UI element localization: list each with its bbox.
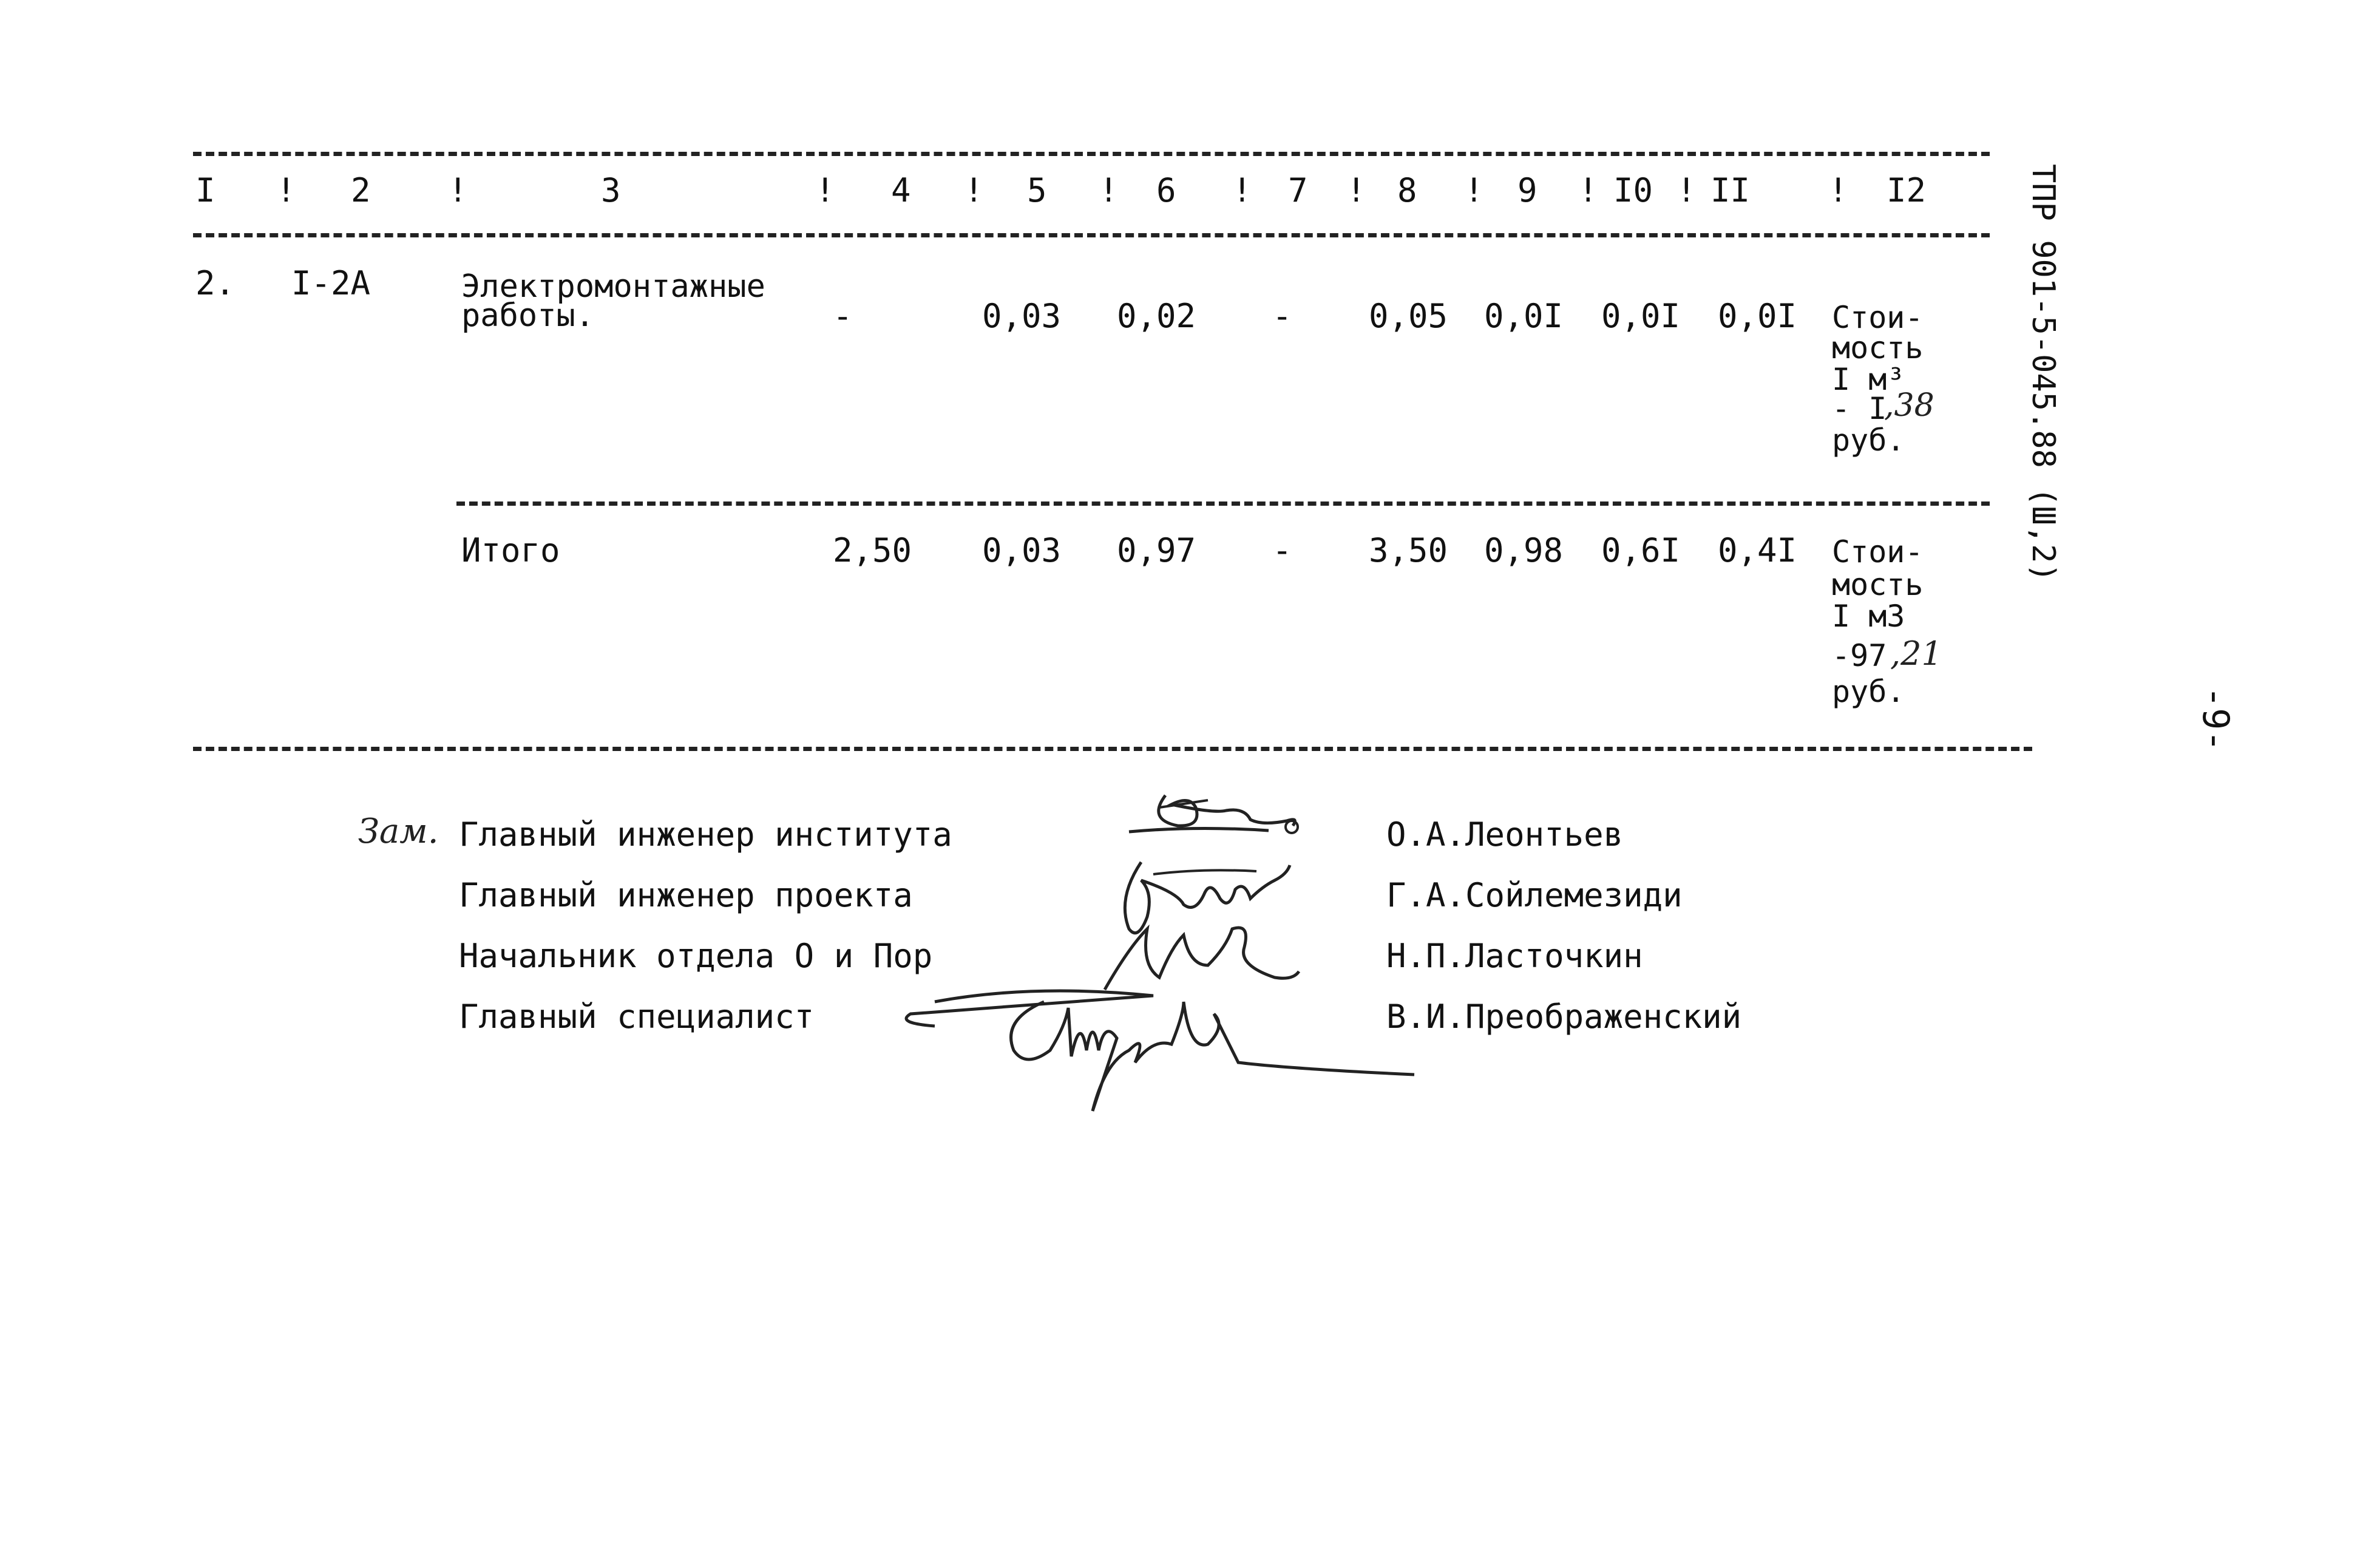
col-separator: ! (276, 171, 296, 209)
row-col11: 0,0I (1718, 297, 1797, 335)
col-header-12: I2 (1887, 171, 1927, 209)
total-note-line2: мость (1832, 567, 1924, 602)
col-separator: ! (1828, 171, 1848, 209)
row-col6: 0,02 (1117, 297, 1196, 335)
col-separator: ! (1464, 171, 1484, 209)
row-name-line1: Электромонтажные (461, 268, 765, 305)
total-rule (456, 501, 1990, 506)
table-top-rule (193, 152, 1990, 156)
col-separator: ! (1346, 171, 1366, 209)
row-number: 2. (195, 264, 236, 302)
total-label: Итого (461, 531, 560, 569)
row-name-line2: работы. (461, 297, 595, 334)
row-col8: 0,05 (1369, 297, 1448, 335)
col-separator: ! (964, 171, 984, 209)
col-separator: ! (1232, 171, 1252, 209)
total-note-line1: Стои- (1832, 534, 1924, 569)
signatory-title: Главный специалист (459, 998, 815, 1036)
col-separator: ! (1578, 171, 1598, 209)
row-col9: 0,0I (1484, 297, 1564, 335)
page-number: -9- (2194, 686, 2237, 752)
signature-prefix: Зам. (358, 812, 439, 851)
col-header-5: 5 (1027, 171, 1047, 209)
total-col11: 0,4I (1718, 531, 1797, 569)
signature-4-image (898, 977, 1420, 1117)
row-col7: - (1272, 297, 1292, 335)
signatory-name: О.А.Леонтьев (1386, 815, 1624, 854)
total-col8: 3,50 (1369, 531, 1448, 569)
col-header-3: 3 (601, 171, 621, 209)
row-note-line1: Стои- (1832, 300, 1924, 335)
total-col10: 0,6I (1601, 531, 1681, 569)
col-header-6: 6 (1156, 171, 1176, 209)
row-note-line5: руб. (1832, 423, 1905, 458)
total-col7: - (1272, 531, 1292, 569)
signatory-title: Главный инженер института (459, 815, 952, 854)
signature-1-image (1123, 783, 1317, 850)
col-separator: ! (1677, 171, 1697, 209)
col-header-9: 9 (1517, 171, 1538, 209)
row-col4: - (833, 297, 853, 335)
col-header-7: 7 (1288, 171, 1308, 209)
col-header-4: 4 (891, 171, 911, 209)
row-note-line3: I м³ (1832, 362, 1905, 397)
total-col5: 0,03 (982, 531, 1062, 569)
row-note-line2: мость (1832, 330, 1924, 365)
total-col4: 2,50 (833, 531, 912, 569)
col-separator: ! (448, 171, 468, 209)
col-header-1: I (195, 171, 215, 209)
signatory-name: Н.П.Ласточкин (1386, 937, 1643, 975)
total-col9: 0,98 (1484, 531, 1564, 569)
total-note-line4: -97 (1832, 638, 1887, 673)
total-note-line5: руб. (1832, 674, 1905, 709)
row-note-line4: - I (1832, 391, 1887, 426)
signatory-name: Г.А.Сойлемезиди (1386, 876, 1683, 914)
signatory-name: В.И.Преображенский (1386, 998, 1742, 1036)
col-header-8: 8 (1397, 171, 1417, 209)
row-code: I-2A (291, 264, 371, 302)
col-separator: ! (815, 171, 835, 209)
signatory-title: Начальник отдела О и Пор (459, 937, 933, 975)
header-bottom-rule (193, 233, 1990, 237)
row-col5: 0,03 (982, 297, 1062, 335)
total-note-handwritten-value: ,21 (1890, 634, 1942, 673)
table-bottom-rule (193, 747, 2032, 751)
col-separator: ! (1099, 171, 1119, 209)
col-header-11: II (1710, 171, 1751, 209)
total-note-line3: I м3 (1832, 599, 1905, 634)
signatory-title: Главный инженер проекта (459, 876, 913, 914)
total-col6: 0,97 (1117, 531, 1196, 569)
row-note-handwritten-value: ,38 (1884, 387, 1934, 424)
document-code: ТПР 901-5-045.88 (Ш,2) (2025, 164, 2061, 582)
col-header-10: I0 (1613, 171, 1653, 209)
col-header-2: 2 (351, 171, 371, 209)
row-col10: 0,0I (1601, 297, 1681, 335)
